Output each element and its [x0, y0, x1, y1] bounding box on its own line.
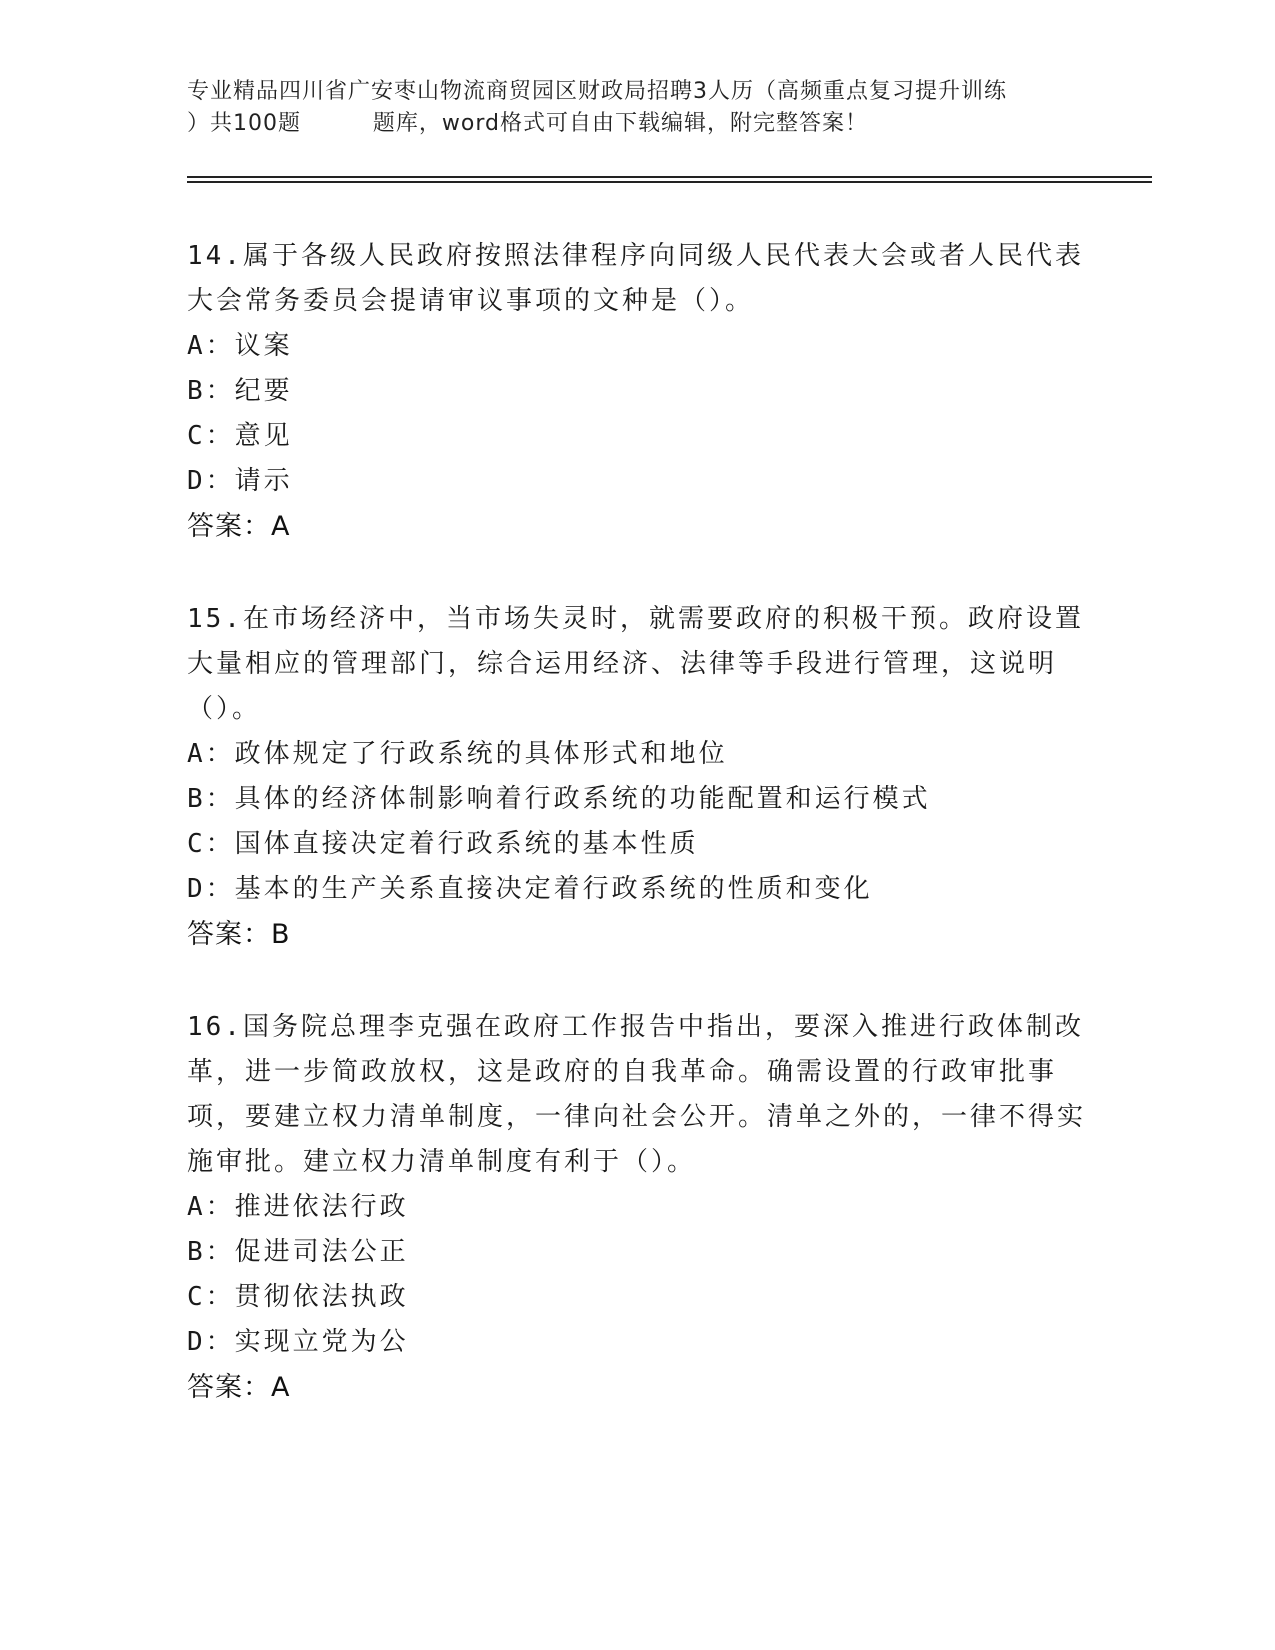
option-c: C：意见 — [187, 421, 293, 451]
option-a: A：议案 — [187, 331, 293, 361]
answer-line: 答案：B — [187, 919, 291, 950]
option-b: B：具体的经济体制影响着行政系统的功能配置和运行模式 — [187, 784, 931, 814]
header-line-2: ）共100题 题库，word格式可自由下载编辑，附完整答案！ — [187, 111, 869, 136]
document-header — [187, 76, 1097, 140]
question-text: 16.国务院总理李克强在政府工作报告中指出，要深入推进行政体制改革，进一步简政放权，这是政府的自我革命。确需设置的行政审批事项，要建立权力清单制度，一律向社会公开。清单之外的，一律不得实施审批。建立权力清单制度有利于（）。 — [187, 1012, 1087, 1177]
option-a: A：推进依法行政 — [187, 1192, 409, 1222]
option-b: B：纪要 — [187, 376, 293, 406]
question-text: 15.在市场经济中，当市场失灵时，就需要政府的积极干预。政府设置大量相应的管理部门，综合运用经济、法律等手段进行管理，这说明（）。 — [187, 604, 1084, 724]
option-d: D：请示 — [187, 466, 293, 496]
question-text: 14.属于各级人民政府按照法律程序向同级人民代表大会或者人民代表大会常务委员会提请审议事项的文种是（）。 — [187, 241, 1084, 316]
answer-line: 答案：A — [187, 511, 291, 542]
question-15 — [187, 597, 1087, 957]
answer-line: 答案：A — [187, 1372, 291, 1403]
question-14 — [187, 234, 1087, 549]
header-line-1: 专业精品四川省广安枣山物流商贸园区财政局招聘3人历（高频重点复习提升训练 — [187, 79, 1007, 104]
option-b: B：促进司法公正 — [187, 1237, 409, 1267]
option-d: D：基本的生产关系直接决定着行政系统的性质和变化 — [187, 874, 873, 904]
option-d: D：实现立党为公 — [187, 1327, 409, 1357]
header-divider-bottom — [187, 181, 1152, 183]
option-c: C：贯彻依法执政 — [187, 1282, 409, 1312]
question-16 — [187, 1005, 1087, 1410]
option-a: A：政体规定了行政系统的具体形式和地位 — [187, 739, 728, 769]
option-c: C：国体直接决定着行政系统的基本性质 — [187, 829, 699, 859]
header-divider-top — [187, 176, 1152, 178]
